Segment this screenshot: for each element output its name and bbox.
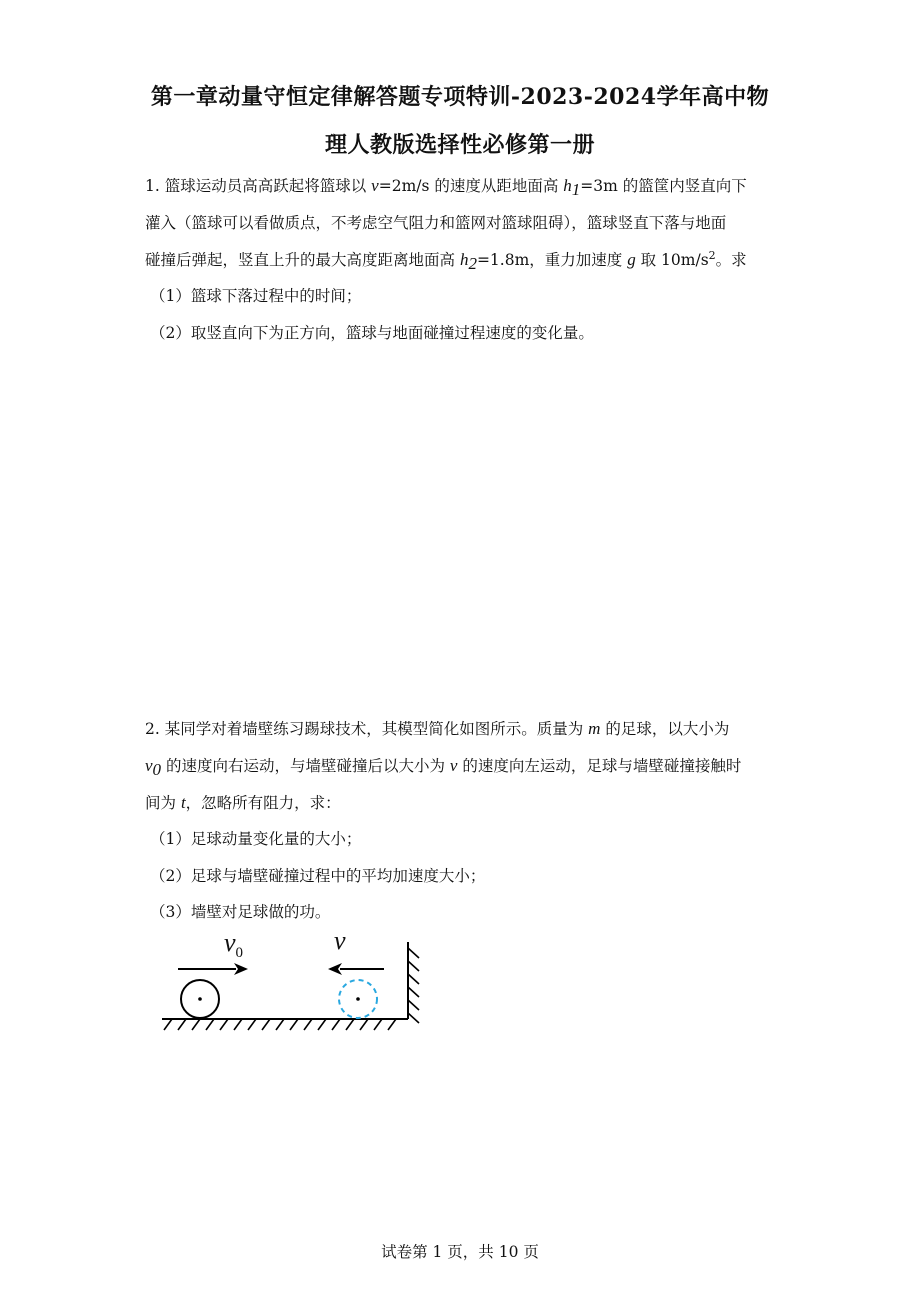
page-footer: 试卷第 1 页，共 10 页 (381, 1243, 539, 1261)
arrow-head-left-icon (328, 963, 342, 975)
question-2-sub-2: （2）足球与墙壁碰撞过程中的平均加速度大小； (150, 867, 486, 885)
diagram-svg (158, 932, 428, 1037)
question-1-sub-1: （1）篮球下落过程中的时间； (150, 287, 362, 305)
label-v: v (334, 926, 346, 955)
question-1-line-2: 灌入（篮球可以看做质点，不考虑空气阻力和篮网对篮球阻碍），篮球竖直下落与地面 (145, 214, 727, 232)
ball-wall-diagram (158, 926, 428, 1041)
question-2-sub-1: （1）足球动量变化量的大小； (150, 830, 362, 848)
arrow-head-right-icon (234, 963, 248, 975)
ground-hatching (164, 1019, 396, 1030)
label-v0: $v_0$ (224, 928, 244, 962)
question-2-line-1: 2. 某同学对着墙壁练习踢球技术，其模型简化如图所示。质量为 m 的足球，以大小为 (145, 719, 730, 738)
document-title-line-1: 第一章动量守恒定律解答题专项特训-2023-2024学年高中物 (150, 84, 770, 110)
question-1-line-1: 1. 篮球运动员高高跃起将篮球以 v=2m/s 的速度从距地面高 $h_1=3m$ 的篮筐内竖直向下 (145, 176, 747, 200)
question-number: 1. (145, 177, 160, 195)
wall-hatching (408, 948, 419, 1023)
question-number: 2. (145, 720, 160, 738)
question-1-line-3: 碰撞后弹起，竖直上升的最大高度距离地面高 $h_2=1.8m$，重力加速度 g 取 $10m/s^2$。求 (145, 248, 747, 274)
question-2-line-2: $v_0$ 的速度向右运动，与墙壁碰撞后以大小为 v 的速度向左运动，足球与墙壁碰撞接触时 (145, 756, 742, 780)
question-2-line-3: 间为 t，忽略所有阻力，求： (145, 793, 341, 812)
question-1-sub-2: （2）取竖直向下为正方向，篮球与地面碰撞过程速度的变化量。 (150, 324, 594, 342)
question-2-sub-3: （3）墙壁对足球做的功。 (150, 903, 331, 921)
document-title-line-2: 理人教版选择性必修第一册 (324, 132, 595, 158)
